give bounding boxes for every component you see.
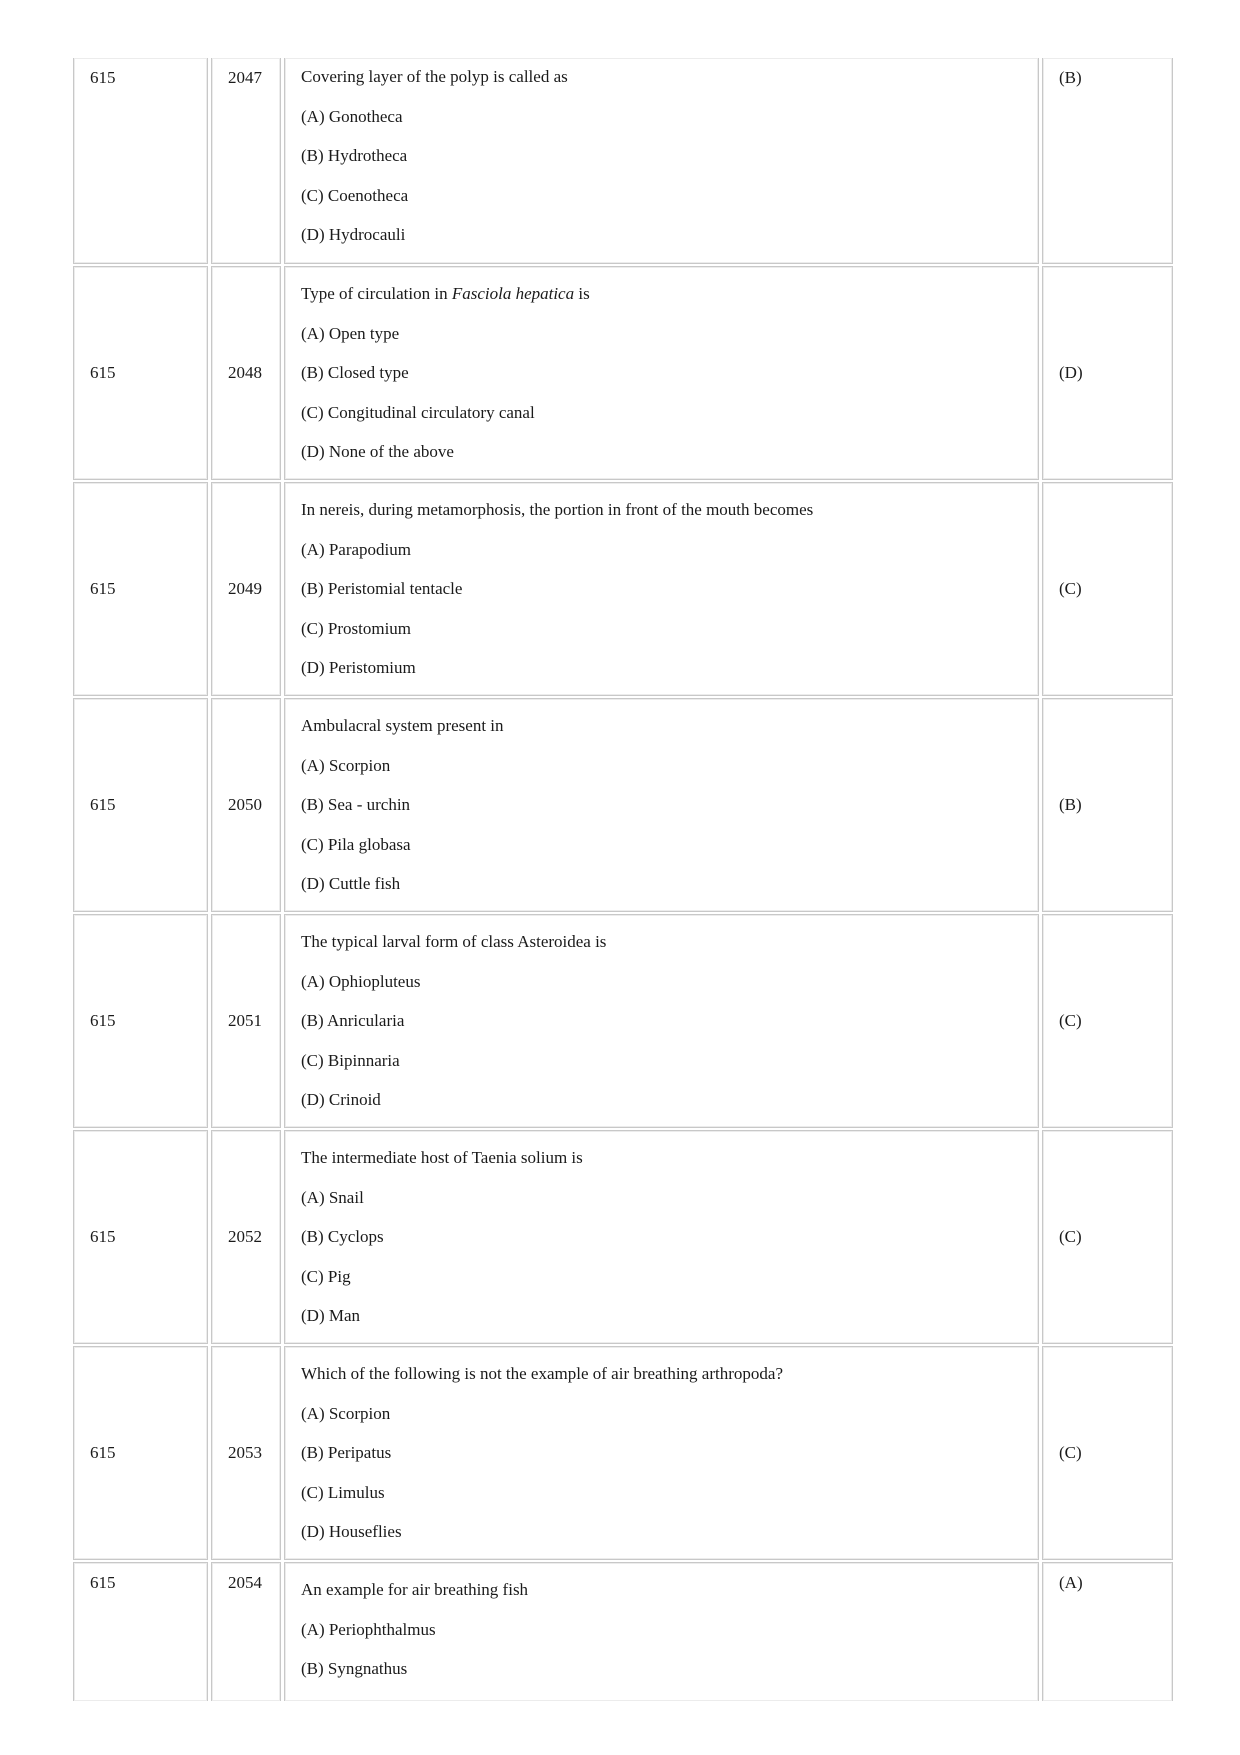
question-number: 2051 [228,1011,262,1030]
option-item: (B) Anricularia [301,1011,405,1031]
option-item: (C) Pila globasa [301,834,411,854]
question-segment: In nereis, during metamorphosis, the portion in front of the mouth becomes [301,500,814,519]
question-cell [284,698,1039,912]
option-item: (A) Snail [301,1187,364,1207]
question-number-cell [211,266,281,480]
code-cell [73,266,208,480]
option-item: (D) Hydrocauli [301,225,406,245]
table-row [73,1562,1173,1701]
question-segment: The typical larval form of class Asteroidea is [301,932,607,951]
option-item: (B) Closed type [301,363,409,383]
table-row [73,1130,1173,1344]
answer-cell [1042,266,1173,480]
option-item: (C) Bipinnaria [301,1050,400,1070]
question-number: 2047 [228,68,262,87]
code-value: 615 [90,579,116,598]
question-segment: is [574,284,590,303]
option-item: (A) Ophiopluteus [301,971,421,991]
answer-value: (B) [1059,795,1082,814]
question-number-cell [211,1130,281,1344]
question-segment: Ambulacral system present in [301,716,504,735]
code-value: 615 [90,363,116,382]
code-cell [73,698,208,912]
option-item: (D) Man [301,1306,361,1326]
question-text [301,716,504,736]
option-item: (B) Hydrotheca [301,146,408,166]
code-value: 615 [90,1443,116,1462]
table-row [73,1346,1173,1560]
code-value: 615 [90,795,116,814]
answer-value: (D) [1059,363,1083,382]
option-item: (B) Sea - urchin [301,795,411,815]
option-item: (C) Congitudinal circulatory canal [301,402,535,422]
option-item: (A) Scorpion [301,755,391,775]
question-number-cell [211,914,281,1128]
question-cell [284,482,1039,696]
option-item: (D) Peristomium [301,658,416,678]
option-item: (C) Prostomium [301,618,412,638]
option-item: (A) Scorpion [301,1403,391,1423]
table-row [73,914,1173,1128]
question-segment: An example for air breathing fish [301,1580,529,1599]
answer-cell [1042,1346,1173,1560]
answer-value: (C) [1059,1227,1082,1246]
code-cell [73,1346,208,1560]
option-item: (B) Peripatus [301,1443,392,1463]
question-text [301,67,568,87]
code-value: 615 [90,68,116,87]
question-number: 2054 [228,1573,262,1592]
code-value: 615 [90,1573,116,1592]
question-text [301,1148,583,1168]
question-number: 2052 [228,1227,262,1246]
question-number: 2048 [228,363,262,382]
option-item: (C) Pig [301,1266,351,1286]
question-number-cell [211,1346,281,1560]
question-cell [284,58,1039,264]
question-number-cell [211,698,281,912]
answer-cell [1042,914,1173,1128]
question-text [301,1364,783,1384]
code-cell [73,58,208,264]
question-number-cell [211,482,281,696]
option-item: (A) Parapodium [301,539,412,559]
question-cell [284,1130,1039,1344]
question-cell [284,1562,1039,1701]
question-cell [284,1346,1039,1560]
code-value: 615 [90,1227,116,1246]
option-item: (A) Gonotheca [301,106,403,126]
question-number-cell [211,58,281,264]
option-item: (C) Limulus [301,1482,385,1502]
table-row [73,482,1173,696]
option-item: (B) Peristomial tentacle [301,579,463,599]
answer-value: (A) [1059,1573,1083,1592]
option-item: (B) Syngnathus [301,1659,408,1679]
question-italic-term: Fasciola hepatica [451,284,575,303]
answer-cell [1042,482,1173,696]
question-number: 2050 [228,795,262,814]
option-item: (B) Cyclops [301,1227,384,1247]
answer-cell [1042,1130,1173,1344]
question-text [301,932,606,952]
question-text [301,284,590,304]
question-segment: Type of circulation in [301,284,452,303]
question-cell [284,266,1039,480]
answer-value: (B) [1059,68,1082,87]
answer-value: (C) [1059,1443,1082,1462]
question-segment: The intermediate host of Taenia solium is [301,1148,583,1167]
answer-value: (C) [1059,579,1082,598]
question-text [301,500,813,520]
code-cell [73,482,208,696]
option-item: (C) Coenotheca [301,185,409,205]
answer-value: (C) [1059,1011,1082,1030]
table-row [73,698,1173,912]
question-number-cell [211,1562,281,1701]
code-value: 615 [90,1011,116,1030]
table-row [73,58,1173,264]
code-cell [73,1130,208,1344]
option-item: (D) Houseflies [301,1522,402,1542]
option-item: (D) None of the above [301,442,454,462]
answer-cell [1042,698,1173,912]
question-number: 2049 [228,579,262,598]
code-cell [73,1562,208,1701]
question-segment: Covering layer of the polyp is called as [301,67,568,86]
question-segment: Which of the following is not the example of air breathing arthropoda? [301,1364,783,1383]
table-row [73,266,1173,480]
question-number: 2053 [228,1443,262,1462]
option-item: (A) Periophthalmus [301,1619,436,1639]
answer-cell [1042,1562,1173,1701]
code-cell [73,914,208,1128]
question-text [301,1580,528,1600]
option-item: (A) Open type [301,323,400,343]
option-item: (D) Crinoid [301,1090,381,1110]
option-item: (D) Cuttle fish [301,874,401,894]
answer-cell [1042,58,1173,264]
question-cell [284,914,1039,1128]
